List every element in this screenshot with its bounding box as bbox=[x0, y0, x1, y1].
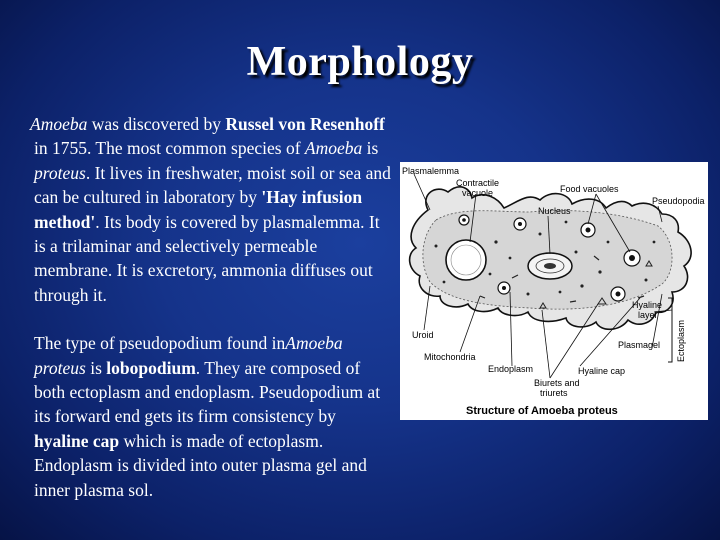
text-segment: . It lives in freshwater, moist soil or sea and can be cultured in laboratory by bbox=[34, 162, 391, 208]
food-vacuole bbox=[502, 286, 506, 290]
figure-caption: Structure of Amoeba proteus bbox=[466, 405, 618, 417]
label-contractile-vacuole: Contractile bbox=[456, 178, 500, 188]
text-amoeba: Amoeba bbox=[30, 114, 88, 134]
text-hyaline-cap: hyaline cap bbox=[34, 430, 120, 451]
nucleus-core bbox=[544, 263, 556, 269]
food-vacuole bbox=[462, 218, 466, 222]
label-biurets: Biurets and bbox=[534, 378, 580, 388]
food-vacuole bbox=[629, 255, 635, 261]
label-endoplasm: Endoplasm bbox=[488, 364, 534, 374]
label-ectoplasm: Ectoplasm bbox=[676, 319, 686, 362]
label-mitochondria: Mitochondria bbox=[424, 352, 476, 362]
text-segment: is bbox=[85, 357, 107, 378]
paragraph-pseudopodium bbox=[34, 331, 394, 502]
text-lobopodium: lobopodium bbox=[106, 357, 196, 378]
label-food-vacuoles: Food vacuoles bbox=[560, 184, 619, 194]
label-plasmagel: Plasmagel bbox=[618, 340, 661, 350]
label-hyaline-layer: layer bbox=[638, 310, 658, 320]
text-discoverer: Russel von Resenhoff bbox=[225, 114, 385, 134]
text-segment: was discovered by bbox=[87, 114, 226, 134]
label-biurets: triurets bbox=[540, 388, 568, 398]
text-proteus: proteus bbox=[34, 162, 86, 183]
label-contractile-vacuole: vacuole bbox=[462, 188, 494, 198]
label-nucleus: Nucleus bbox=[538, 206, 571, 216]
text-segment: in 1755. The most common species of bbox=[34, 138, 305, 159]
label-uroid: Uroid bbox=[412, 330, 434, 340]
text-segment: is bbox=[362, 138, 379, 159]
body-text bbox=[30, 112, 394, 526]
label-plasmalemma: Plasmalemma bbox=[402, 166, 460, 176]
food-vacuole bbox=[616, 292, 621, 297]
text-amoeba: Amoeba bbox=[304, 138, 363, 159]
text-segment: which is made of ectoplasm. Endoplasm is divided into outer plasma gel and inner plasma sol. bbox=[34, 430, 367, 500]
slide-title: Morphology bbox=[246, 39, 474, 85]
label-pseudopodia: Pseudopodia bbox=[652, 196, 705, 206]
text-segment: . Its body is covered by plasmalemma. It is a trilaminar and selectively permeable membrane. It is excretory, ammonia diffuses out through it. bbox=[34, 211, 380, 305]
food-vacuole bbox=[586, 228, 591, 233]
text-segment: . They are composed of both ectoplasm and endoplasm. Pseudopodium at its forward end gets its firm consistency by bbox=[34, 357, 381, 427]
amoeba-diagram bbox=[400, 162, 708, 420]
label-hyaline-cap: Hyaline cap bbox=[578, 366, 626, 376]
food-vacuole bbox=[518, 222, 522, 226]
text-amoeba-proteus: Amoeba proteus bbox=[34, 333, 343, 378]
text-segment: The type of pseudopodium found in bbox=[34, 333, 286, 354]
contractile-vacuole bbox=[446, 240, 486, 280]
paragraph-discovery bbox=[30, 112, 394, 307]
text-hay-infusion: 'Hay infusion method' bbox=[34, 187, 363, 232]
amoeba-diagram-svg bbox=[400, 162, 708, 420]
label-hyaline-layer: Hyaline bbox=[632, 300, 663, 310]
